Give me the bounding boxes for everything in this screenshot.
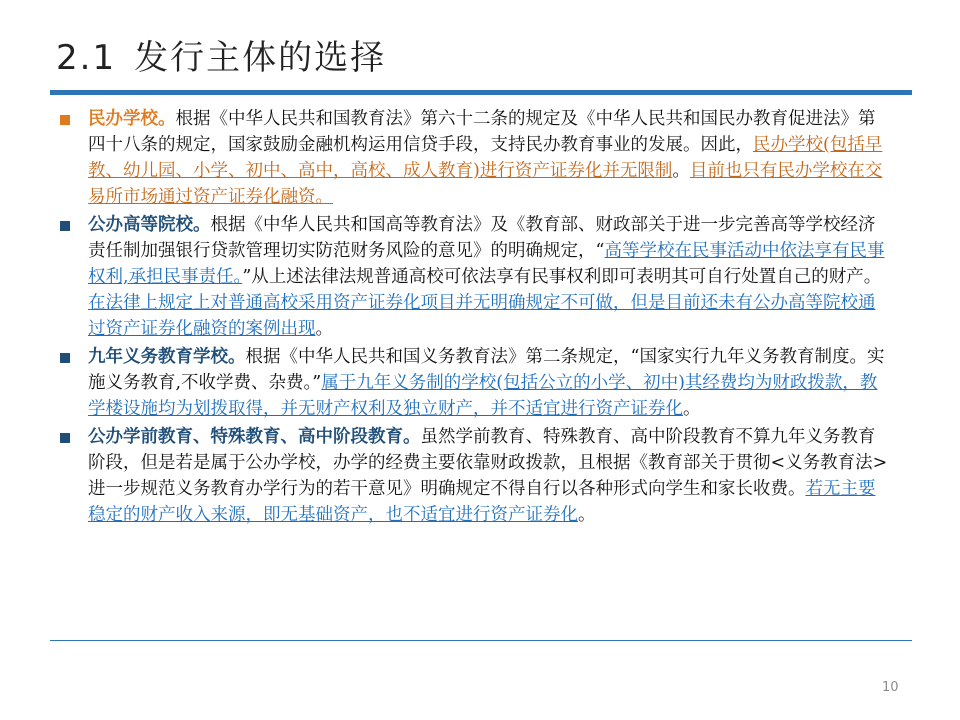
- bullet-private-schools: [50, 106, 890, 210]
- bullet-lead: 公办学前教育、特殊教育、高中阶段教育。: [88, 427, 421, 447]
- bullet-compulsory-education: [50, 344, 890, 422]
- highlight-text: 在法律上规定上对普通高校采用资产证券化项目并无明确规定不可做，但是目前还未有公办高等院校通过资产证券化融资的案例出现: [88, 293, 876, 339]
- slide-title: [56, 30, 386, 79]
- bullet-lead: 民办学校。: [88, 109, 176, 129]
- bullet-text: 虽然学前教育、特殊教育、高中阶段教育不算九年义务教育阶段，但是若是属于公办学校，办学的经费主要依靠财政拨款，且根据《教育部关于贯彻<义务教育法>进一步规范义务教育办学行为的若干意见》明确规定不得自行以各种形式向学生和家长收费。: [88, 427, 888, 499]
- bullet-public-universities: [50, 212, 890, 342]
- bullet-public-preschool: [50, 424, 890, 528]
- square-bullet-icon: [60, 353, 70, 363]
- highlight-text: 目前也只有民办学校在交易所市场通过资产证券化融资。: [88, 161, 883, 207]
- bullet-text: 。: [683, 399, 701, 419]
- square-bullet-icon: [60, 433, 70, 443]
- title-divider: [50, 90, 912, 95]
- highlight-text: 高等学校在民事活动中依法享有民事权利,承担民事责任。: [88, 241, 885, 287]
- footer-divider: [50, 640, 912, 641]
- bullet-lead: 九年义务教育学校。: [88, 347, 246, 367]
- page-number: 10: [882, 680, 899, 695]
- bullet-text: ”从上述法律法规普通高校可依法享有民事权利即可表明其可自行处置自己的财产。: [242, 267, 882, 287]
- square-bullet-icon: [60, 115, 70, 125]
- bullet-text: 。: [672, 161, 690, 181]
- highlight-text: 若无主要稳定的财产收入来源，即无基础资产，也不适宜进行资产证券化: [88, 479, 876, 525]
- highlight-text: 属于九年义务制的学校(包括公立的小学、初中)其经费均为财政拨款，教学楼设施均为划拨取得，并无财产权利及独立财产，并不适宜进行资产证券化: [88, 373, 878, 419]
- highlight-text: 民办学校(包括早教、幼儿园、小学、初中、高中，高校、成人教育)进行资产证券化并无限制: [88, 135, 883, 181]
- bullet-text: 根据《中华人民共和国义务教育法》第二条规定，“国家实行九年义务教育制度。实施义务教育,不收学费、杂费。”: [88, 347, 885, 393]
- section-number: 2.1: [56, 38, 117, 78]
- square-bullet-icon: [60, 221, 70, 231]
- slide-body: [50, 106, 890, 528]
- bullet-lead: 公办高等院校。: [88, 215, 211, 235]
- bullet-text: 。: [315, 319, 333, 339]
- bullet-text: 。: [578, 505, 596, 525]
- bullet-text: 根据《中华人民共和国高等教育法》及《教育部、财政部关于进一步完善高等学校经济责任制加强银行贷款管理切实防范财务风险的意见》的明确规定，“: [88, 215, 876, 261]
- section-title-text: 发行主体的选择: [134, 38, 387, 78]
- bullet-text: 根据《中华人民共和国教育法》第六十二条的规定及《中华人民共和国民办教育促进法》第四十八条的规定，国家鼓励金融机构运用信贷手段，支持民办教育事业的发展。因此，: [88, 109, 876, 155]
